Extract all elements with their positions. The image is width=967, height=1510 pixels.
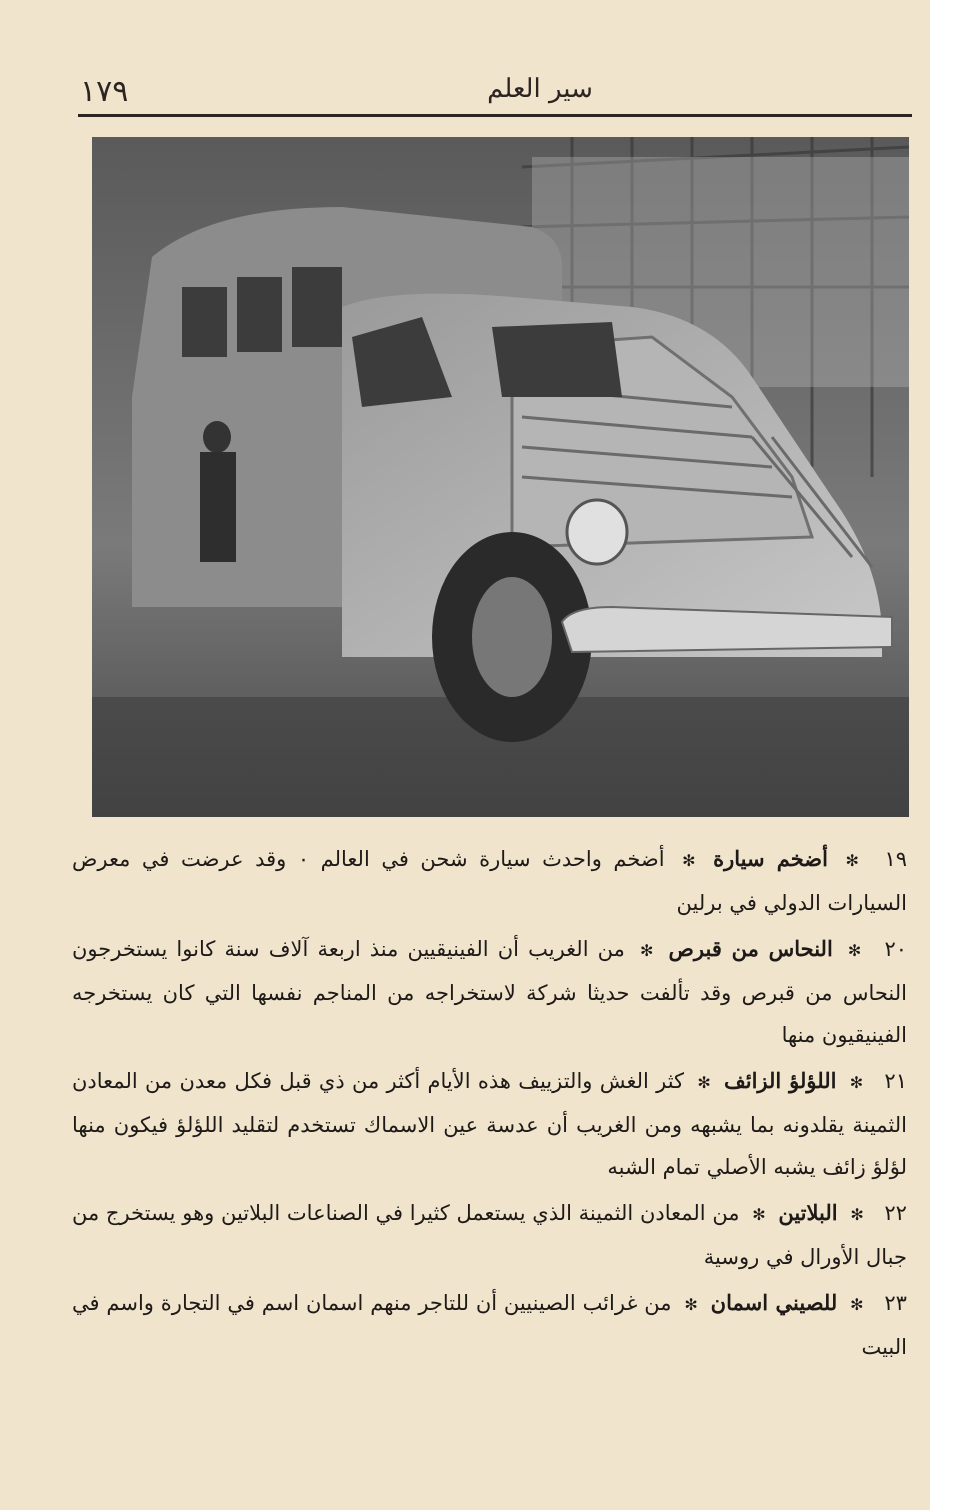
entry-text: من غرائب الصينيين أن للتاجر منهم اسمان اسم في التجارة واسم في البيت — [72, 1291, 907, 1359]
entry-text: من الغريب أن الفينيقيين منذ اربعة آلاف سنة كانوا يستخرجون النحاس من قبرص وقد تألفت حديثا شركة لاستخراجه من المناجم نفسها التي كان يستخرجه الفينيقيون منها — [72, 937, 907, 1047]
running-title: سير العلم — [487, 74, 593, 104]
entry-number: ٢١ — [884, 1069, 907, 1093]
ornament-icon: ✻ — [684, 1295, 698, 1314]
entry-title: البلاتين — [778, 1200, 838, 1225]
page-number: ١٧٩ — [80, 74, 129, 109]
entry-21 — [72, 1060, 907, 1188]
entry-22 — [72, 1192, 907, 1278]
entry-20 — [72, 928, 907, 1056]
bus-photo-illustration — [92, 137, 909, 817]
page-margin — [930, 0, 967, 1510]
ornament-icon: ✻ — [752, 1205, 766, 1224]
ornament-icon: ✻ — [682, 851, 696, 870]
entry-number: ١٩ — [884, 847, 907, 871]
ornament-icon: ✻ — [850, 1205, 864, 1224]
entry-text: كثر الغش والتزييف هذه الأيام أكثر من ذي قبل فكل معدن من المعادن الثمينة يقلدونه بما يشبهه ومن الغريب أن عدسة عين الاسماك تستخدم لتقليد اللؤلؤ فيكون منها لؤلؤ زائف يشبه الأصلي تمام الشبه — [72, 1069, 907, 1179]
ornament-icon: ✻ — [847, 941, 862, 960]
entry-number: ٢٠ — [884, 937, 908, 961]
entry-text: من المعادن الثمينة الذي يستعمل كثيرا في الصناعات البلاتين وهو يستخرج من جبال الأورال في روسية — [72, 1201, 907, 1269]
ornament-icon: ✻ — [640, 941, 654, 960]
entry-23 — [72, 1282, 907, 1368]
page-header — [80, 62, 912, 112]
ornament-icon: ✻ — [849, 1073, 864, 1092]
entry-title: النحاس من قبرص — [668, 936, 833, 961]
entry-title: للصيني اسمان — [710, 1290, 838, 1315]
entry-text: أضخم واحدث سيارة شحن في العالم ٠ وقد عرضت في معرض السيارات الدولي في برلين — [72, 847, 907, 915]
entry-number: ٢٣ — [884, 1291, 907, 1315]
entry-19 — [72, 838, 907, 924]
ornament-icon: ✻ — [850, 1295, 864, 1314]
header-rule — [78, 114, 912, 117]
ornament-icon: ✻ — [845, 851, 859, 870]
ornament-icon: ✻ — [697, 1073, 711, 1092]
bus-photograph — [92, 137, 909, 817]
article-entries — [72, 838, 907, 1372]
entry-number: ٢٢ — [884, 1201, 907, 1225]
entry-title: أضخم سيارة — [713, 846, 828, 871]
entry-title: اللؤلؤ الزائف — [724, 1068, 837, 1093]
